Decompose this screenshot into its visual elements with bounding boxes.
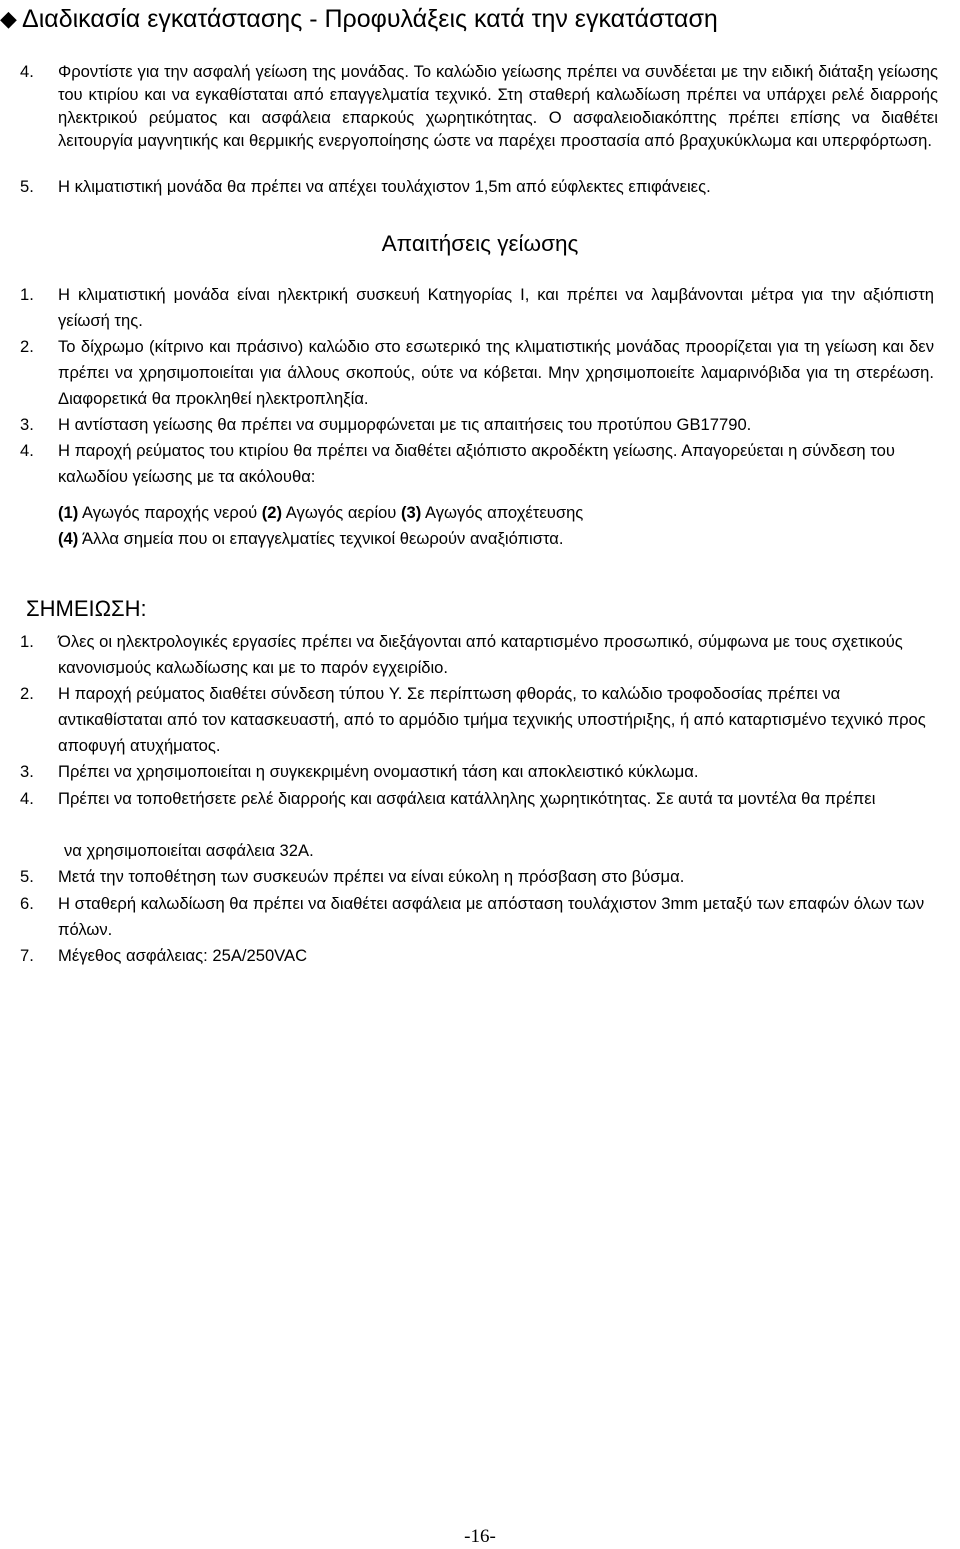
section-title-text: Διαδικασία εγκατάστασης - Προφυλάξεις κατά την εγκατάσταση <box>22 5 718 33</box>
item-number: 6. <box>20 894 34 913</box>
section-title <box>0 2 960 38</box>
item-number: 5. <box>20 177 34 196</box>
item-number: 7. <box>20 946 34 965</box>
item-text: Πρέπει να χρησιμοποιείται η συγκεκριμένη ονομαστική τάση και αποκλειστικό κύκλωμα. <box>58 762 699 781</box>
item-number: 4. <box>20 441 34 460</box>
item-text: Όλες οι ηλεκτρολογικές εργασίες πρέπει να διεξάγονται από καταρτισμένο προσωπικό, σύμφωνα με τους σχετικούς κανονισμούς καλωδίωσης και με το παρόν εγχειρίδιο. <box>58 632 903 677</box>
note-heading: ΣΗΜΕΙΩΣΗ: <box>26 596 147 621</box>
item-number: 2. <box>20 337 34 356</box>
forbidden-marker: (4) <box>58 529 79 548</box>
item-number: 3. <box>20 762 34 781</box>
item-text-continued: να χρησιμοποιείται ασφάλεια 32A. <box>64 841 314 860</box>
forbidden-label: Αγωγός αποχέτευσης <box>424 503 584 522</box>
item-number: 4. <box>20 789 34 808</box>
item-text: Η παροχή ρεύματος διαθέτει σύνδεση τύπου Y. Σε περίπτωση φθοράς, το καλώδιο τροφοδοσίας πρέπει να αντικαθίσταται από τον κατασκευαστή, από το αρμόδιο τμήμα τεχνικής υποστήριξης, ή από καταρτισμένο τεχνικό προς αποφυγή ατυχήματος. <box>58 684 926 755</box>
forbidden-label: Αγωγός παροχής νερού <box>81 503 258 522</box>
page-number: -16- <box>464 1526 496 1547</box>
forbidden-list <box>58 500 938 552</box>
item-number: 1. <box>20 632 34 651</box>
item-text: Το δίχρωμο (κίτρινο και πράσινο) καλώδιο στο εσωτερικό της κλιματιστικής μονάδας προορίζεται για τη γείωση και δεν πρέπει να χρησιμοποιείται για άλλους σκοπούς, ούτε να κόβεται. Μην χρησιμοποιείτε λαμαρινόβιδα για τη στερέωση. Διαφορετικά θα προκληθεί ηλεκτροπληξία. <box>58 337 934 408</box>
item-number: 5. <box>20 867 34 886</box>
forbidden-marker: (3) <box>400 503 422 522</box>
item-text: Μετά την τοποθέτηση των συσκευών πρέπει να είναι εύκολη η πρόσβαση στο βύσμα. <box>58 867 685 886</box>
item-text: Η κλιματιστική μονάδα είναι ηλεκτρική συσκευή Κατηγορίας I, και πρέπει να λαμβάνονται μέτρα για την αξιόπιστη γείωσή της. <box>58 285 934 330</box>
item-text: Η σταθερή καλωδίωση θα πρέπει να διαθέτει ασφάλεια με απόσταση τουλάχιστον 3mm μεταξύ των επαφών όλων των πόλων. <box>58 894 925 939</box>
item-number: 1. <box>20 285 34 304</box>
item-text: Φροντίστε για την ασφαλή γείωση της μονάδας. Το καλώδιο γείωσης πρέπει να συνδέεται με την ειδική διάταξη γείωσης του κτιρίου και να εγκαθίσταται από επαγγελματία τεχνικό. Στη σταθερή καλωδίωση πρέπει να υπάρχει ρελέ διαρροής ηλεκτρικού ρεύματος και ασφάλεια επαρκούς χωρητικότητας. Ο ασφαλειοδιακόπτης πρέπει επίσης να διαθέτει λειτουργία μαγνητικής και θερμικής ενεργοποίησης ώστε να παρέχει προστασία από βραχυκύκλωμα και υπερφόρτωση. <box>58 62 938 150</box>
forbidden-marker: (2) <box>261 503 283 522</box>
item-text: Πρέπει να τοποθετήσετε ρελέ διαρροής και ασφάλεια κατάλληλης χωρητικότητας. Σε αυτά τα μοντέλα θα πρέπει <box>58 789 876 808</box>
item-number: 3. <box>20 415 34 434</box>
forbidden-label: Άλλα σημεία που οι επαγγελματίες τεχνικοί θεωρούν αναξιόπιστα. <box>81 529 564 548</box>
item-text: Η κλιματιστική μονάδα θα πρέπει να απέχει τουλάχιστον 1,5m από εύφλεκτες επιφάνειες. <box>58 177 711 196</box>
item-text: Μέγεθος ασφάλειας: 25A/250VAC <box>58 946 308 965</box>
diamond-bullet-icon: ◆ <box>0 6 17 31</box>
item-number: 4. <box>20 62 34 81</box>
forbidden-row <box>58 526 938 552</box>
grounding-heading: Απαιτήσεις γείωσης <box>381 231 579 256</box>
item-text: Η αντίσταση γείωσης θα πρέπει να συμμορφώνεται με τις απαιτήσεις του προτύπου GB17790. <box>58 415 752 434</box>
item-text: Η παροχή ρεύματος του κτιρίου θα πρέπει να διαθέτει αξιόπιστο ακροδέκτη γείωσης. Απαγορεύεται η σύνδεση του καλωδίου γείωσης με τα ακόλουθα: <box>58 441 895 486</box>
forbidden-label: Αγωγός αερίου <box>285 503 397 522</box>
forbidden-marker: (1) <box>58 503 79 522</box>
forbidden-row <box>58 500 938 526</box>
item-number: 2. <box>20 684 34 703</box>
